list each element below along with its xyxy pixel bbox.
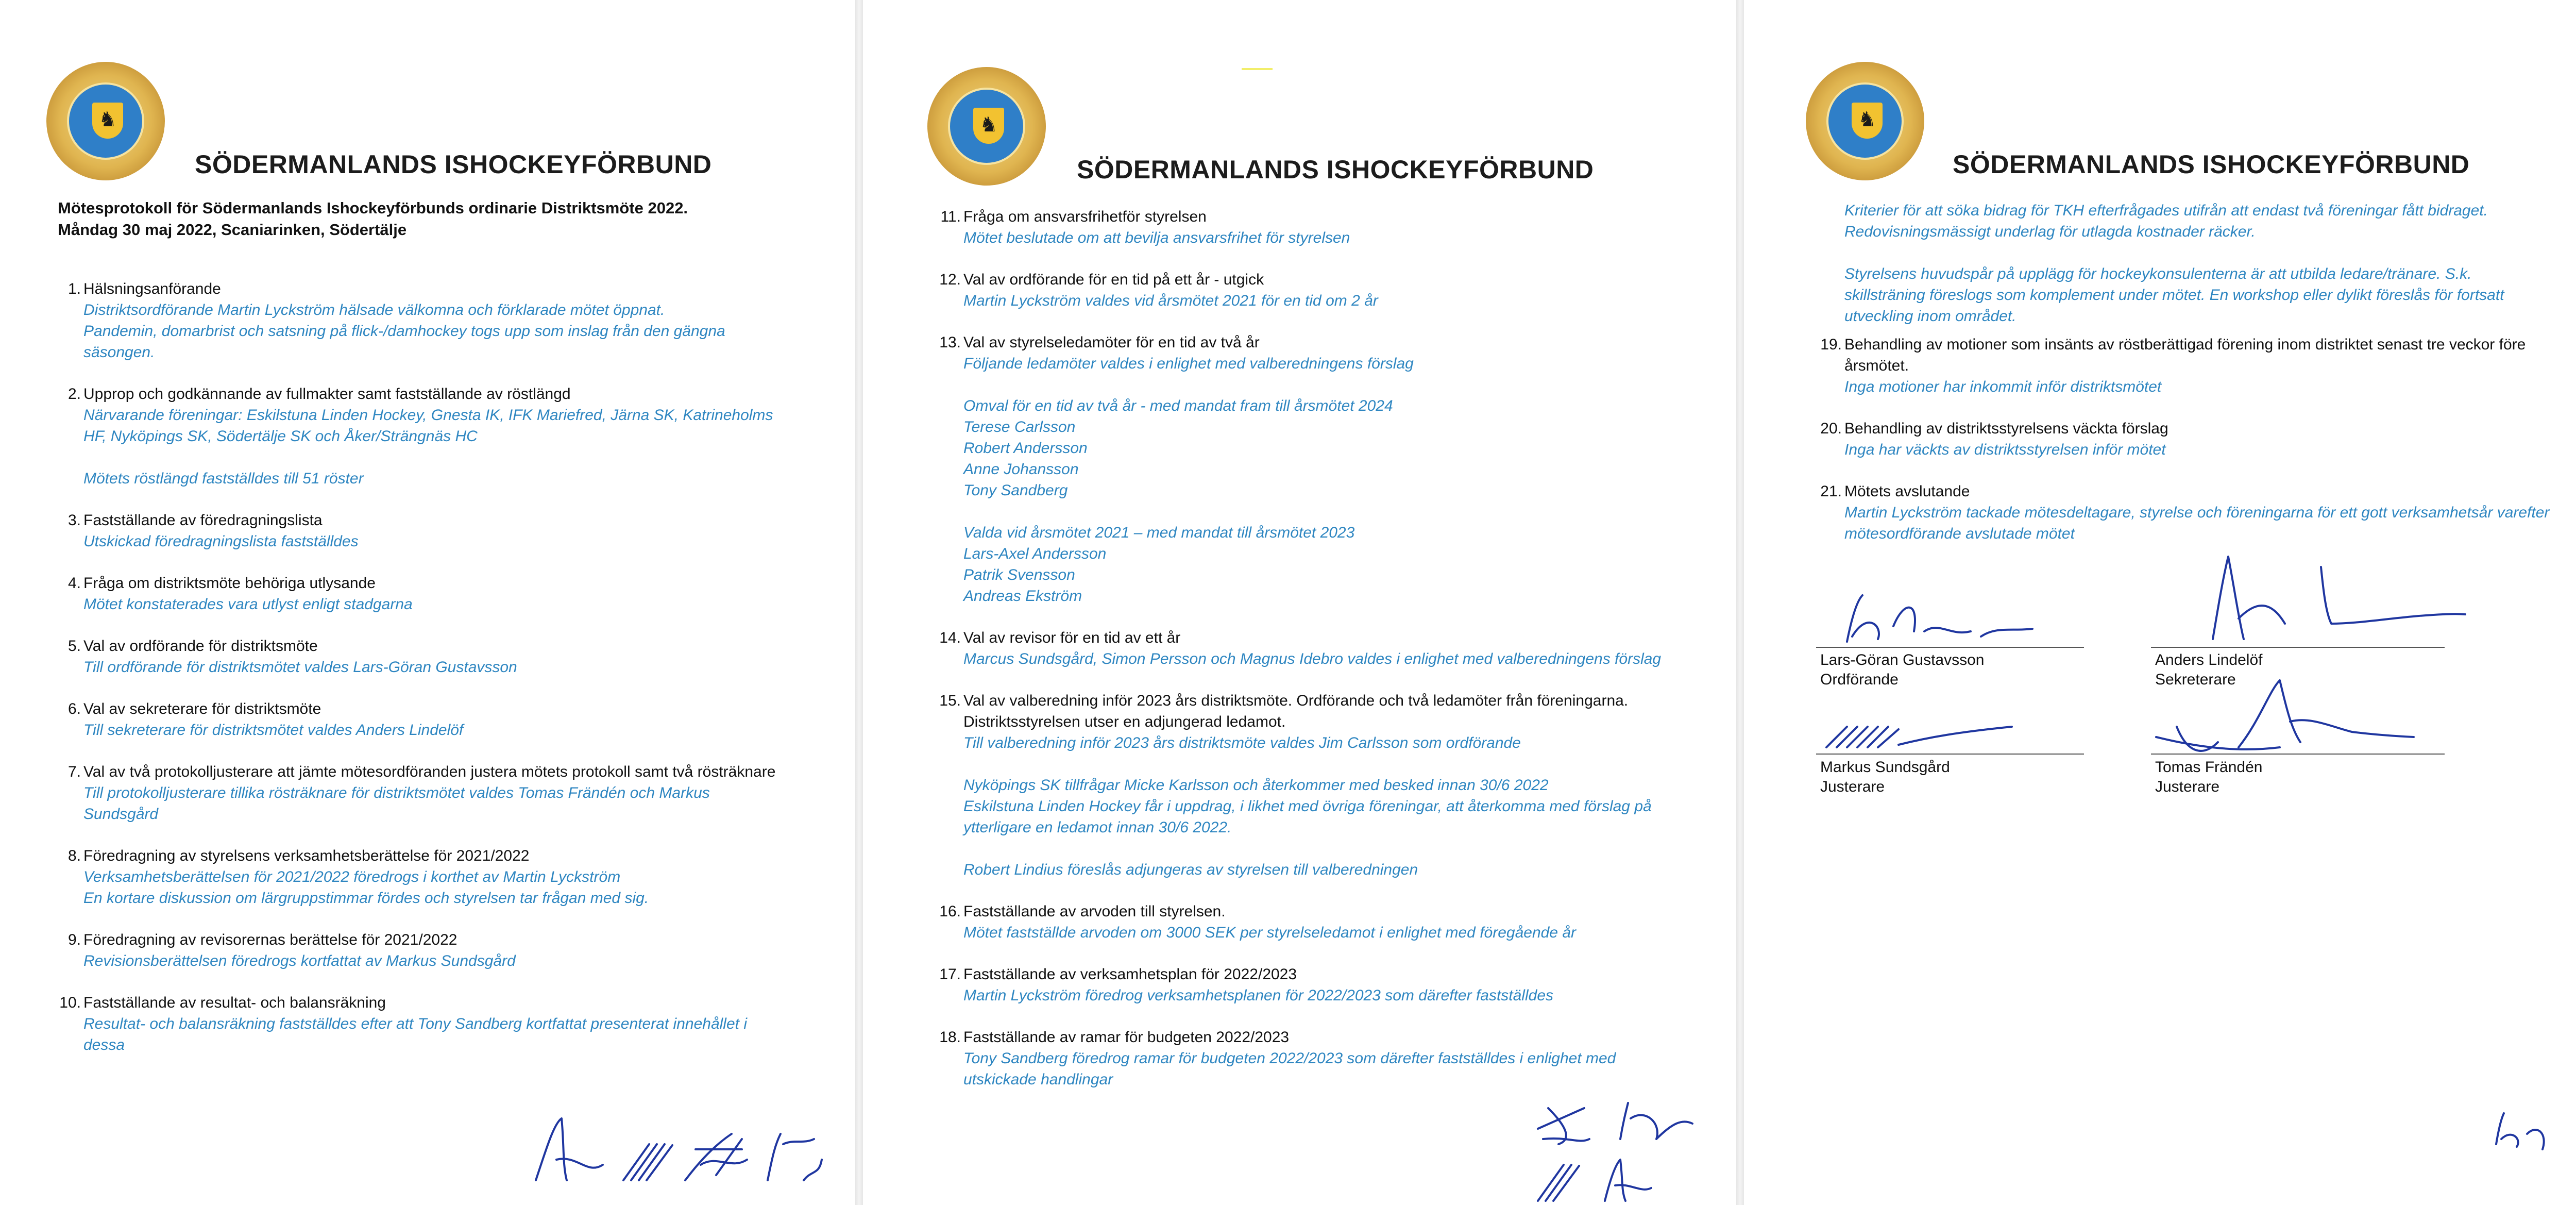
item-heading: Mötets avslutande <box>1844 483 1970 500</box>
item-note: Följande ledamöter valdes i enlighet med valberedningens förslag <box>963 355 1414 372</box>
item-number: 17. <box>939 966 961 983</box>
item-note: Eskilstuna Linden Hockey får i uppdrag, i likhet med övriga föreningar, att återkomma med förslag på ytterligare en ledamot innan 30/6 2022. <box>963 798 1652 836</box>
item-note: Inga har väckts av distriktsstyrelsen inför mötet <box>1844 441 2166 458</box>
item-note: Till sekreterare för distriktsmötet valdes Anders Lindelöf <box>83 722 464 739</box>
agenda-item <box>67 635 779 678</box>
item-number: 10. <box>59 994 81 1011</box>
item-note: Nyköpings SK tillfrågar Micke Karlsson och återkommer med besked innan 30/6 2022 <box>963 777 1549 794</box>
item-heading: Fastställande av föredragningslista <box>83 512 323 529</box>
item-note: Robert Andersson <box>963 440 1088 457</box>
item-number: 5. <box>67 638 81 655</box>
intro-note-1: Kriterier för att söka bidrag för TKH efterfrågades utifrån att endast två föreningar fått bidraget. Redovisningsmässigt underlag för utlagda kostnader räcker. <box>1844 202 2488 240</box>
intro-notes <box>1844 200 2550 327</box>
agenda-item <box>67 845 779 909</box>
item-heading: Föredragning av styrelsens verksamhetsberättelse för 2021/2022 <box>83 847 530 864</box>
item-heading: Behandling av distriktsstyrelsens väckta förslag <box>1844 420 2168 437</box>
signer-name: Markus Sundsgård <box>1820 759 1950 776</box>
agenda-item <box>939 269 1669 311</box>
item-heading: Fråga om distriktsmöte behöriga utlysande <box>83 575 376 592</box>
item-note: Tony Sandberg <box>963 482 1068 499</box>
item-number: 12. <box>939 271 961 288</box>
item-note: Valda vid årsmötet 2021 – med mandat till årsmötet 2023 <box>963 524 1355 541</box>
item-number: 20. <box>1820 420 1842 437</box>
item-heading: Behandling av motioner som insänts av röstberättigad förening inom distriktet senast tre veckor före årsmötet. <box>1844 336 2526 374</box>
item-heading: Fråga om ansvarsfrihetför styrelsen <box>963 208 1207 225</box>
meeting-meta <box>58 197 688 241</box>
agenda-item <box>939 964 1669 1006</box>
item-note: Martin Lyckström föredrog verksamhetsplanen för 2022/2023 som därefter fastställdes <box>963 987 1554 1004</box>
item-note: Omval för en tid av två år - med mandat fram till årsmötet 2024 <box>963 397 1393 414</box>
item-note: Utskickad föredragningslista fastställdes <box>83 533 359 550</box>
agenda-item <box>939 1027 1669 1090</box>
item-note: Martin Lyckström tackade mötesdeltagare, styrelse och föreningarna för ett gott verksamhetsår varefter mötesordförande avslutade mötet <box>1844 504 2550 542</box>
agenda-item <box>67 383 779 489</box>
item-note: Revisionsberättelsen föredrogs kortfattat av Markus Sundsgård <box>83 952 516 969</box>
agenda-item <box>67 698 779 741</box>
item-number: 2. <box>67 386 81 403</box>
signature-line <box>1816 754 2084 755</box>
item-note: Mötet fastställde arvoden om 3000 SEK per styrelseledamot i enlighet med föregående år <box>963 924 1577 941</box>
item-number: 14. <box>939 629 961 646</box>
highlight-mark <box>1242 68 1273 70</box>
item-heading: Val av ordförande för distriktsmöte <box>83 638 318 655</box>
item-number: 8. <box>67 847 81 864</box>
page-divider <box>855 0 863 1205</box>
signer-name: Lars-Göran Gustavsson <box>1820 651 1985 668</box>
signer-name: Tomas Frändén <box>2155 759 2263 776</box>
document-page-2 <box>863 0 1736 1205</box>
federation-logo <box>46 62 165 180</box>
item-number: 11. <box>940 208 961 225</box>
signature-line <box>2151 754 2445 755</box>
item-note: Lars-Axel Andersson <box>963 545 1107 562</box>
item-heading: Föredragning av revisorernas berättelse för 2021/2022 <box>83 931 457 948</box>
signature-block-1 <box>1820 650 1984 690</box>
agenda-item <box>67 278 779 363</box>
lion-shield-icon: ♞ <box>92 103 123 139</box>
initials-signatures <box>526 1103 835 1196</box>
item-note: Pandemin, domarbrist och satsning på flick-/damhockey togs upp som inslag från den gängna säsongen. <box>83 323 725 361</box>
item-note: Närvarande föreningar: Eskilstuna Linden Hockey, Gnesta IK, IFK Mariefred, Järna SK, Katrineholms HF, Nyköpings SK, Södertälje SK och Åker/Strängnäs HC <box>83 407 773 445</box>
item-heading: Val av ordförande för en tid på ett år - utgick <box>963 271 1264 288</box>
item-note: Patrik Svensson <box>963 566 1075 583</box>
item-note: Terese Carlsson <box>963 419 1076 436</box>
signature-block-3 <box>1820 758 1950 797</box>
signer-name: Anders Lindelöf <box>2155 651 2263 668</box>
item-note <box>963 838 1669 859</box>
item-heading: Fastställande av arvoden till styrelsen. <box>963 903 1226 920</box>
signer-role: Sekreterare <box>2155 671 2236 688</box>
page-title: SÖDERMANLANDS ISHOCKEYFÖRBUND <box>1077 155 1594 184</box>
item-number: 4. <box>67 575 81 592</box>
item-heading: Val av valberedning inför 2023 års distriktsmöte. Ordförande och två ledamöter från föreningarna. Distriktsstyrelsen utser en adjungerad ledamot. <box>963 692 1629 730</box>
signature-line <box>1816 647 2084 648</box>
item-note <box>963 374 1669 395</box>
item-note: Anne Johansson <box>963 461 1079 478</box>
item-note: Robert Lindius föreslås adjungeras av styrelsen till valberedningen <box>963 861 1418 878</box>
item-number: 21. <box>1820 483 1842 500</box>
item-note: Distriktsordförande Martin Lyckström hälsade välkomna och förklarade mötet öppnat. <box>83 302 665 319</box>
item-number: 13. <box>939 334 961 351</box>
page-divider <box>1736 0 1744 1205</box>
initials-signatures <box>1528 1087 1734 1205</box>
signer-role: Justerare <box>1820 778 1885 795</box>
document-page-3 <box>1744 0 2576 1205</box>
federation-logo <box>927 67 1046 186</box>
item-heading: Val av revisor för en tid av ett år <box>963 629 1181 646</box>
agenda-item <box>940 206 1669 248</box>
lion-shield-icon: ♞ <box>1852 103 1883 139</box>
item-number: 1. <box>67 280 81 297</box>
item-heading: Upprop och godkännande av fullmakter samt fastställande av röstlängd <box>83 386 571 403</box>
agenda-item <box>939 901 1669 943</box>
item-note: Mötets röstlängd fastställdes till 51 röster <box>83 470 364 487</box>
item-heading: Fastställande av ramar för budgeten 2022/2023 <box>963 1029 1290 1046</box>
agenda-item <box>67 510 779 552</box>
item-note: Till protokolljusterare tillika rösträknare för distriktsmötet valdes Tomas Frändén och Markus Sundsgård <box>83 784 710 823</box>
signature-lars-goran <box>1816 580 2053 652</box>
lion-shield-icon: ♞ <box>973 108 1004 144</box>
item-note: Tony Sandberg föredrog ramar för budgeten 2022/2023 som därefter fastställdes i enlighet med utskickade handlingar <box>963 1050 1616 1088</box>
item-number: 18. <box>939 1029 961 1046</box>
signature-anders <box>2151 546 2470 649</box>
signature-line <box>2151 647 2445 648</box>
page-title: SÖDERMANLANDS ISHOCKEYFÖRBUND <box>1953 150 2470 179</box>
signature-tomas <box>2136 670 2424 763</box>
item-note: En kortare diskussion om lärgruppstimmar fördes och styrelsen tar frågan med sig. <box>83 890 649 907</box>
item-note: Mötet konstaterades vara utlyst enligt stadgarna <box>83 596 413 613</box>
agenda-item <box>939 690 1669 880</box>
item-number: 9. <box>67 931 81 948</box>
intro-note-2: Styrelsens huvudspår på upplägg för hockeykonsulenterna är att utbilda ledare/tränare. S.k. skillsträning föreslogs som komplement under mötet. En workshop eller dylikt föreslås för fortsatt utveckling inom området. <box>1844 265 2504 325</box>
signer-role: Justerare <box>2155 778 2220 795</box>
item-note <box>963 501 1669 522</box>
agenda-item <box>67 573 779 615</box>
item-number: 15. <box>939 692 961 709</box>
signer-role: Ordförande <box>1820 671 1899 688</box>
item-note: Marcus Sundsgård, Simon Persson och Magnus Idebro valdes i enlighet med valberedningens förslag <box>963 650 1662 667</box>
item-heading: Fastställande av verksamhetsplan för 2022/2023 <box>963 966 1297 983</box>
agenda-item <box>1820 481 2550 544</box>
item-note <box>963 754 1669 775</box>
agenda-item <box>1820 418 2550 460</box>
document-page-1 <box>0 0 855 1205</box>
item-note: Andreas Ekström <box>963 588 1082 605</box>
agenda-item <box>59 992 779 1056</box>
item-number: 3. <box>67 512 81 529</box>
item-number: 6. <box>67 700 81 717</box>
federation-logo <box>1806 62 1924 180</box>
item-number: 19. <box>1820 336 1842 353</box>
item-note: Mötet beslutade om att bevilja ansvarsfrihet för styrelsen <box>963 229 1350 246</box>
agenda-item <box>939 332 1669 607</box>
item-note: Till ordförande för distriktsmötet valdes Lars-Göran Gustavsson <box>83 659 517 676</box>
item-heading: Hälsningsanförande <box>83 280 221 297</box>
item-heading: Val av sekreterare för distriktsmöte <box>83 700 321 717</box>
meeting-date: Måndag 30 maj 2022, Scaniarinken, Södertälje <box>58 221 407 239</box>
item-heading: Val av styrelseledamöter för en tid av två år <box>963 334 1260 351</box>
signature-block-4 <box>2155 758 2262 797</box>
item-heading: Val av två protokolljusterare att jämte mötesordföranden justera mötets protokoll samt två rösträknare <box>83 763 776 780</box>
item-number: 7. <box>67 763 81 780</box>
item-number: 16. <box>939 903 961 920</box>
signature-markus <box>1816 716 2053 758</box>
meeting-title: Mötesprotokoll för Södermanlands Ishockeyförbunds ordinarie Distriktsmöte 2022. <box>58 199 688 217</box>
initials-signature <box>2486 1103 2558 1154</box>
agenda-item <box>939 627 1669 670</box>
item-note: Verksamhetsberättelsen för 2021/2022 föredrogs i korthet av Martin Lyckström <box>83 868 621 885</box>
agenda-item <box>67 761 779 825</box>
item-heading: Fastställande av resultat- och balansräkning <box>83 994 386 1011</box>
item-note: Martin Lyckström valdes vid årsmötet 2021 för en tid om 2 år <box>963 292 1378 309</box>
page-title: SÖDERMANLANDS ISHOCKEYFÖRBUND <box>195 150 712 179</box>
item-note: Inga motioner har inkommit inför distriktsmötet <box>1844 378 2162 395</box>
item-note: Till valberedning inför 2023 års distriktsmöte valdes Jim Carlsson som ordförande <box>963 734 1521 751</box>
item-note: Resultat- och balansräkning fastställdes efter att Tony Sandberg kortfattat presenterat innehållet i dessa <box>83 1015 747 1053</box>
agenda-item <box>67 929 779 972</box>
agenda-item <box>1820 334 2550 397</box>
item-note <box>83 447 779 468</box>
